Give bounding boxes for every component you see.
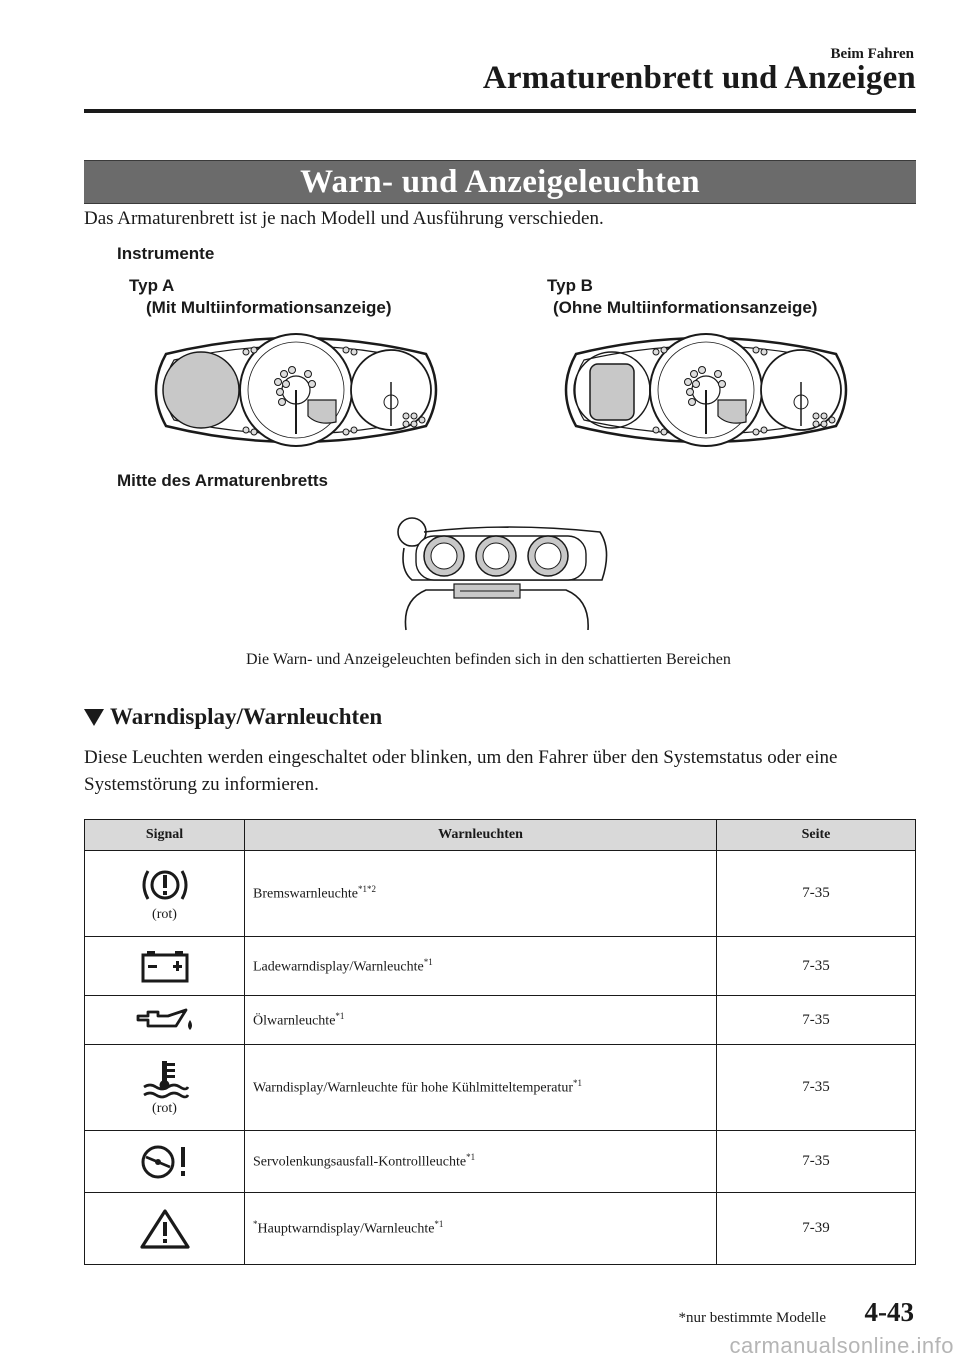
coolant-temp-icon (140, 1059, 190, 1099)
warning-name-text: Warndisplay/Warnleuchte für hohe Kühlmitteltemperatur (253, 1080, 574, 1096)
triangle-bullet-icon (84, 709, 104, 726)
power-steering-icon (138, 1143, 192, 1181)
table-row (85, 851, 916, 937)
footnote-ref: *1 (573, 1078, 583, 1089)
page-ref: 7-35 (717, 851, 916, 937)
warning-name (245, 996, 717, 1045)
page-ref: 7-35 (717, 1131, 916, 1193)
footnote-ref: *1 (335, 1010, 345, 1021)
table-row (85, 1045, 916, 1131)
subsection-heading (84, 704, 382, 730)
center-dashboard-figure (376, 510, 616, 632)
battery-icon (137, 949, 193, 983)
type-a-sublabel: (Mit Multiinformationsanzeige) (146, 298, 392, 317)
header-title: Armaturenbrett und Anzeigen (482, 60, 916, 96)
page-ref: 7-35 (717, 937, 916, 996)
warning-name-text: Ölwarnleuchte (253, 1013, 336, 1029)
section-title: Warn- und Anzeigeleuchten (300, 163, 700, 200)
intro-text: Das Armaturenbrett ist je nach Modell und Ausführung verschieden. (84, 208, 604, 229)
signal-cell (85, 937, 245, 996)
table-row (85, 996, 916, 1045)
header-signal: Signal (85, 820, 245, 851)
footer-note: *nur bestimmte Modelle (678, 1310, 826, 1326)
master-warning-icon (138, 1207, 192, 1251)
footnote-ref: *1*2 (357, 884, 376, 895)
instrument-cluster-type-a (146, 326, 446, 454)
instruments-label: Instrumente (117, 244, 215, 263)
warning-name-text: Servolenkungsausfall-Kontrollleuchte (253, 1154, 467, 1170)
signal-cell (85, 1193, 245, 1265)
center-dashboard-label: Mitte des Armaturenbretts (117, 471, 328, 490)
type-b-label: Typ B (547, 276, 593, 295)
footnote-marker: * (253, 1219, 258, 1230)
instrument-cluster-type-b (556, 326, 856, 454)
header-rule (84, 109, 916, 113)
footnote-ref: *1 (423, 956, 433, 967)
type-a-label: Typ A (129, 276, 175, 295)
signal-note: (rot) (152, 906, 177, 922)
warning-name (245, 1193, 717, 1265)
table-row (85, 937, 916, 996)
header-name: Warnleuchten (245, 820, 717, 851)
warning-name (245, 1131, 717, 1193)
table-row (85, 1193, 916, 1265)
watermark: carmanualsonline.info (729, 1333, 954, 1358)
warning-name-text: Ladewarndisplay/Warnleuchte (253, 959, 424, 975)
footnote-ref: *1 (466, 1152, 476, 1163)
subsection-title: Warndisplay/Warnleuchten (110, 704, 383, 729)
footnote-ref: *1 (434, 1219, 444, 1230)
type-b-sublabel: (Ohne Multiinformationsanzeige) (553, 298, 818, 317)
signal-cell (85, 996, 245, 1045)
header-page: Seite (717, 820, 916, 851)
page-ref: 7-35 (717, 1045, 916, 1131)
header-section: Beim Fahren (830, 46, 914, 62)
signal-cell (85, 1131, 245, 1193)
figure-caption: Die Warn- und Anzeigeleuchten befinden sich in den schattierten Bereichen (246, 651, 731, 668)
warning-name (245, 851, 717, 937)
warning-name-text: Hauptwarndisplay/Warnleuchte (257, 1221, 435, 1237)
page-ref: 7-35 (717, 996, 916, 1045)
warning-name (245, 937, 717, 996)
signal-cell (85, 1045, 245, 1131)
signal-cell (85, 851, 245, 937)
oil-can-icon (134, 1006, 196, 1034)
subsection-text: Diese Leuchten werden eingeschaltet oder blinken, um den Fahrer über den Systemstatus oder eine Systemstörung zu informieren. (84, 747, 838, 795)
warning-name-text: Bremswarnleuchte (253, 886, 358, 902)
warning-lights-table (84, 819, 916, 1265)
table-header-row (85, 820, 916, 851)
page-ref: 7-39 (717, 1193, 916, 1265)
table-row (85, 1131, 916, 1193)
signal-note: (rot) (152, 1100, 177, 1116)
section-band (84, 160, 916, 204)
brake-warning-icon (138, 865, 192, 905)
warning-name (245, 1045, 717, 1131)
page-number: 4-43 (864, 1297, 914, 1327)
